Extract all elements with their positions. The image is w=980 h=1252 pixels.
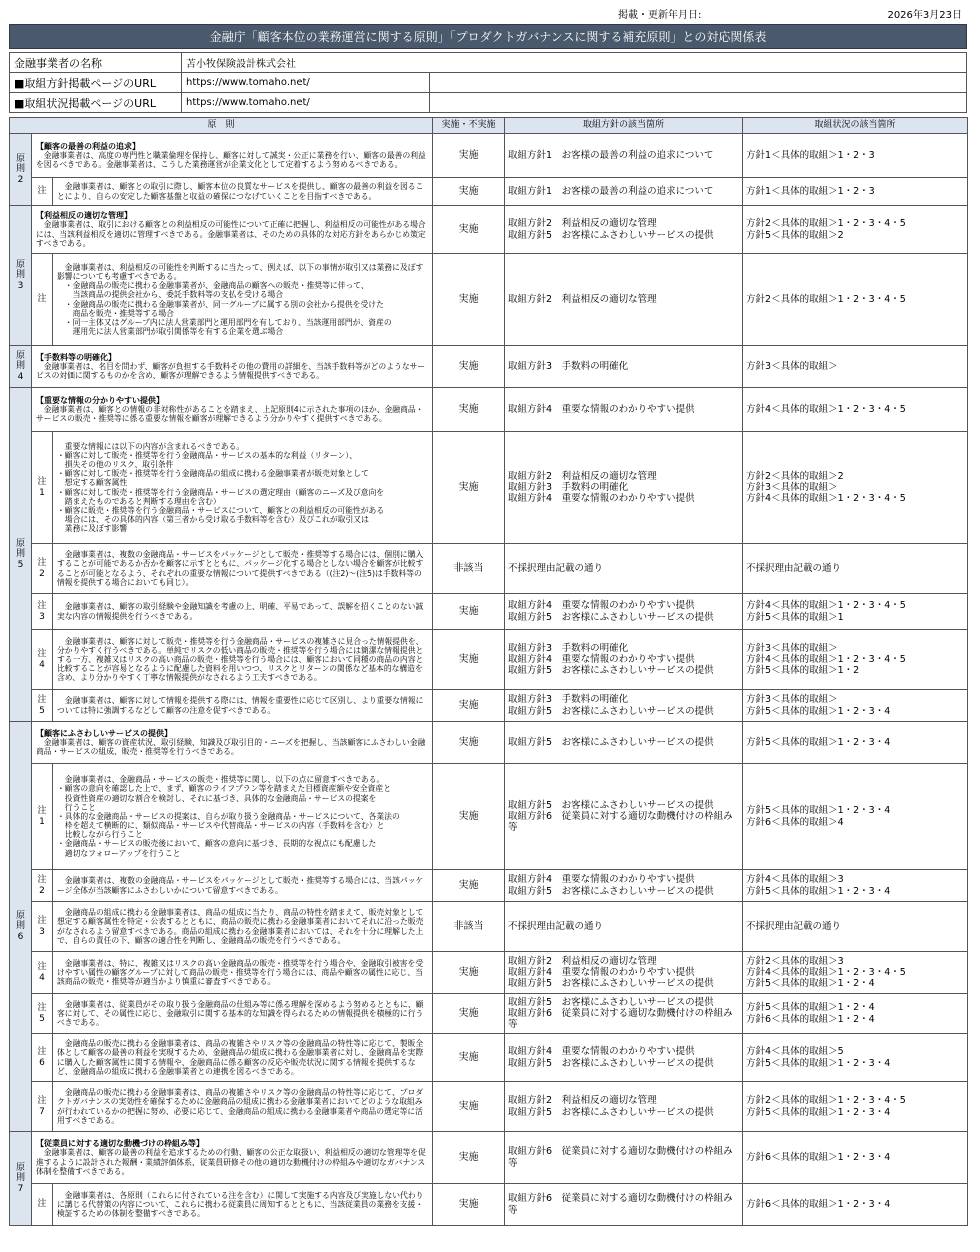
policy-reference: 取組方針2 利益相反の適切な管理 取組方針3 手数料の明確化 取組方針4 重要な情報のわかりやすい提供 [505,432,743,544]
policy-reference: 不採択理由記載の通り [505,902,743,952]
policy-url-link[interactable]: https://www.tomaho.net/ [182,73,430,93]
implementation-status: 実施 [433,432,505,544]
principle-text: 金融事業者は、顧客に対して情報を提供する際には、情報を重要性に応じて区別し、より重要な情報については特に強調するなどして顧客の注意を促すべきである。 [53,690,433,722]
implementation-status: 実施 [433,1184,505,1226]
policy-reference: 取組方針2 利益相反の適切な管理 [505,254,743,346]
table-row [10,346,968,388]
status-reference: 方針5＜具体的取組＞1・2・4 方針6＜具体的取組＞1・2・4 [743,994,968,1034]
status-reference: 方針5＜具体的取組＞1・2・3・4 [743,722,968,764]
policy-reference: 取組方針5 お客様にふさわしいサービスの提供 [505,722,743,764]
status-reference: 方針6＜具体的取組＞1・2・3・4 [743,1184,968,1226]
status-reference: 方針1＜具体的取組＞1・2・3 [743,178,968,206]
table-row [10,994,968,1034]
status-reference: 方針2＜具体的取組＞1・2・3・4・5 方針5＜具体的取組＞1・2・3・4 [743,1082,968,1132]
policy-reference: 取組方針4 重要な情報のわかりやすい提供 [505,388,743,432]
note-label: 注 2 [32,544,53,594]
principle-text: 金融商品の販売に携わる金融事業者は、商品の複雑さやリスク等の金融商品の特性等に応じて、プロダクトガバナンスの実効性を確保するために金融商品の組成に携わる金融事業者においてどのような取組みが行われているかの把握に努め、必要に応じて、金融商品の組成に携わる金融事業者や商品の選定等に活用すべきである。 [53,1082,433,1132]
status-reference: 方針2＜具体的取組＞1・2・3・4・5 [743,254,968,346]
status-reference: 方針3＜具体的取組＞ 方針4＜具体的取組＞1・2・3・4・5 方針5＜具体的取組＞1・2 [743,630,968,690]
status-reference: 方針4＜具体的取組＞1・2・3・4・5 方針5＜具体的取組＞1 [743,594,968,630]
principle-text: 【顧客にふさわしいサービスの提供】 金融事業者は、顧客の資産状況、取引経験、知識及び取引目的・ニーズを把握し、当該顧客にふさわしい金融商品・サービスの組成、販売・推奨等を行うべきである。 [32,722,433,764]
policy-reference: 取組方針3 手数料の明確化 取組方針4 重要な情報のわかりやすい提供 取組方針5 お客様にふさわしいサービスの提供 [505,630,743,690]
table-row [10,388,968,432]
table-row [10,594,968,630]
principle-group-label: 原 則 4 [10,346,32,388]
policy-reference: 取組方針6 従業員に対する適切な動機付けの枠組み等 [505,1184,743,1226]
principle-heading: 【利益相反の適切な管理】 [36,211,132,220]
table-row [10,630,968,690]
col-header-policy: 取組方針の該当箇所 [505,118,743,134]
status-reference: 方針3＜具体的取組＞ 方針5＜具体的取組＞1・2・3・4 [743,690,968,722]
table-row [10,690,968,722]
company-info-table [9,52,967,113]
status-reference: 不採択理由記載の通り [743,544,968,594]
status-reference: 方針2＜具体的取組＞1・2・3・4・5 方針5＜具体的取組＞2 [743,206,968,254]
principle-text: 金融事業者は、顧客の取引経験や金融知識を考慮の上、明確、平易であって、誤解を招くことのない誠実な内容の情報提供を行うべきである。 [53,594,433,630]
principle-heading: 【手数料等の明確化】 [36,352,116,362]
note-label: 注 1 [32,764,53,870]
correspondence-table [9,117,968,1226]
policy-reference: 取組方針1 お客様の最善の利益の追求について [505,178,743,206]
principle-text: 金融事業者は、複数の金融商品・サービスをパッケージとして販売・推奨等する場合には、個別に購入することが可能であるか否かを顧客に示すとともに、パッケージ化する場合としない場合を顧客が比較することが可能となるよう、それぞれの重要な情報について提供すべきである（(注2)～(注5)は手数料等の情報を提供する場合においても同じ）。 [53,544,433,594]
implementation-status: 実施 [433,206,505,254]
implementation-status: 実施 [433,388,505,432]
col-header-status: 実施・不実施 [433,118,505,134]
table-row [10,722,968,764]
note-label: 注 [32,254,53,346]
principle-text: 金融事業者は、顧客との取引に際し、顧客本位の良質なサービスを提供し、顧客の最善の利益を図ることにより、自らの安定した顧客基盤と収益の確保につなげていくことを目指すべきである。 [53,178,433,206]
implementation-status: 実施 [433,1132,505,1184]
table-row [10,870,968,902]
note-label: 注 7 [32,1082,53,1132]
policy-reference: 不採択理由記載の通り [505,544,743,594]
table-row [10,1082,968,1132]
table-row [10,254,968,346]
status-url-link[interactable]: https://www.tomaho.net/ [182,93,430,113]
principle-group-label: 原 則 3 [10,206,32,346]
principle-heading: 【重要な情報の分かりやすい提供】 [36,395,164,405]
status-reference: 方針2＜具体的取組＞2 方針3＜具体的取組＞ 方針4＜具体的取組＞1・2・3・4・5 [743,432,968,544]
col-header-principle: 原 則 [10,118,433,134]
status-reference: 方針4＜具体的取組＞1・2・3・4・5 [743,388,968,432]
implementation-status: 実施 [433,1082,505,1132]
table-row [10,1034,968,1082]
policy-reference: 取組方針3 手数料の明確化 取組方針5 お客様にふさわしいサービスの提供 [505,690,743,722]
principle-text: 金融事業者は、各原則（これらに付されている注を含む）に関して実施する内容及び実施しない代わりに講じる代替策の内容について、これらに携わる従業員に周知するとともに、当該従業員の業務を支援・検証するための体制を整備すべきである。 [53,1184,433,1226]
implementation-status: 実施 [433,178,505,206]
policy-reference: 取組方針2 利益相反の適切な管理 取組方針4 重要な情報のわかりやすい提供 取組方針5 お客様にふさわしいサービスの提供 [505,952,743,994]
note-label: 注 4 [32,630,53,690]
table-row [10,902,968,952]
policy-url-label: ■取組方針掲載ページのURL [10,73,182,93]
note-label: 注 3 [32,902,53,952]
principle-group-label: 原 則 6 [10,722,32,1132]
note-label: 注 4 [32,952,53,994]
principle-text: 金融商品の組成に携わる金融事業者は、商品の組成に当たり、商品の特性を踏まえて、販売対象として想定する顧客属性を特定・公表するとともに、商品の販売に携わる金融事業者においてそれに沿った販売がなされるよう留意すべきである。商品の組成に携わる金融事業者においては、それを十分に理解した上で、自らの責任の下、顧客の適合性を判断し、金融商品の販売を行うべきである。 [53,902,433,952]
principle-text: 【手数料等の明確化】 金融事業者は、名目を問わず、顧客が負担する手数料その他の費用の詳細を、当該手数料等がどのようなサービスの対価に関するものかを含め、顧客が理解できるよう情報提供すべきである。 [32,346,433,388]
principle-group-label: 原 則 5 [10,388,32,722]
principle-text: 重要な情報には以下の内容が含まれるべきである。 ・顧客に対して販売・推奨等を行う金融商品・サービスの基本的な利益（リターン）、 損失その他のリスク、取引条件 ・顧客に対して販売・推奨等を行う金融商品の組成に携わる金融事業者が販売対象として 想定する顧客属性 ・顧客に対して販売・推奨等を行う金融商品・サービスの選定理由（顧客のニーズ及び意向を 踏まえたものであると判断する理由を含む） ・顧客に販売・推奨等を行う金融商品・サービスについて、顧客との利益相反の可能性がある 場合には、その具体的内容（第三者から受け取る手数料等を含む）及びこれが取引又は 業務に及ぼす影響 [53,432,433,544]
status-reference: 方針5＜具体的取組＞1・2・3・4 方針6＜具体的取組＞4 [743,764,968,870]
status-reference: 方針2＜具体的取組＞3 方針4＜具体的取組＞1・2・3・4・5 方針5＜具体的取組＞1・2・4 [743,952,968,994]
policy-reference: 取組方針1 お客様の最善の利益の追求について [505,134,743,178]
update-date-value: 2026年3月23日 [887,10,962,21]
policy-reference: 取組方針3 手数料の明確化 [505,346,743,388]
principle-group-label: 原 則 7 [10,1132,32,1226]
status-reference: 方針4＜具体的取組＞3 方針5＜具体的取組＞1・2・3・4 [743,870,968,902]
policy-reference: 取組方針4 重要な情報のわかりやすい提供 取組方針5 お客様にふさわしいサービスの提供 [505,1034,743,1082]
implementation-status: 実施 [433,346,505,388]
implementation-status: 非該当 [433,544,505,594]
status-reference: 方針1＜具体的取組＞1・2・3 [743,134,968,178]
table-row [10,1132,968,1184]
page-title: 金融庁「顧客本位の業務運営に関する原則」「プロダクトガバナンスに関する補充原則」との対応関係表 [9,24,967,49]
policy-reference: 取組方針5 お客様にふさわしいサービスの提供 取組方針6 従業員に対する適切な動機付けの枠組み等 [505,764,743,870]
company-name-value: 苫小牧保険設計株式会社 [182,53,967,73]
note-label: 注 6 [32,1034,53,1082]
principle-text: 【顧客の最善の利益の追求】 金融事業者は、高度の専門性と職業倫理を保持し、顧客に対して誠実・公正に業務を行い、顧客の最善の利益を図るべきである。金融事業者は、こうした業務運営が企業文化として定着するよう努めるべきである。 [32,134,433,178]
principle-text: 金融事業者は、複数の金融商品・サービスをパッケージとして販売・推奨等する場合には、当該パッケージ全体が当該顧客にふさわしいかについて留意すべきである。 [53,870,433,902]
note-label: 注 5 [32,690,53,722]
principle-text: 【従業員に対する適切な動機づけの枠組み等】 金融事業者は、顧客の最善の利益を追求するための行動、顧客の公正な取扱い、利益相反の適切な管理等を促進するように設計された報酬・業績評価体系、従業員研修その他の適切な動機付けの枠組みや適切なガバナンス体制を整備すべきである。 [32,1132,433,1184]
policy-reference: 取組方針2 利益相反の適切な管理 取組方針5 お客様にふさわしいサービスの提供 [505,1082,743,1132]
status-reference: 方針3＜具体的取組＞ [743,346,968,388]
principle-group-label: 原 則 2 [10,134,32,206]
principle-text: 金融商品の販売に携わる金融事業者は、商品の複雑さやリスク等の金融商品の特性等に応じて、製販全体として顧客の最善の利益を実現するため、金融商品の組成に携わる金融事業者に対し、金融商品を実際に購入した顧客属性に関する情報や、金融商品に係る顧客の反応や販売状況に関する情報を提供するなど、金融商品の組成に携わる金融事業者との連携を図るべきである。 [53,1034,433,1082]
principle-heading: 【従業員に対する適切な動機づけの枠組み等】 [36,1139,204,1148]
principle-text: 金融事業者は、従業員がその取り扱う金融商品の仕組み等に係る理解を深めるよう努めるとともに、顧客に対して、その属性に応じ、金融取引に関する基本的な知識を得られるための情報提供を積極的に行うべきである。 [53,994,433,1034]
implementation-status: 実施 [433,952,505,994]
table-row [10,952,968,994]
table-row [10,432,968,544]
implementation-status: 実施 [433,690,505,722]
implementation-status: 実施 [433,254,505,346]
table-row [10,178,968,206]
implementation-status: 実施 [433,722,505,764]
table-header-row [10,118,968,134]
status-url-label: ■取組状況掲載ページのURL [10,93,182,113]
note-label: 注 1 [32,432,53,544]
table-row [10,764,968,870]
status-reference: 方針4＜具体的取組＞5 方針5＜具体的取組＞1・2・3・4 [743,1034,968,1082]
principle-text: 【利益相反の適切な管理】 金融事業者は、取引における顧客との利益相反の可能性について正確に把握し、利益相反の可能性がある場合には、当該利益相反を適切に管理すべきである。金融事業者は、そのための具体的な対応方針をあらかじめ策定すべきである。 [32,206,433,254]
update-date-label: 掲載・更新年月日: [618,10,702,21]
note-label: 注 [32,178,53,206]
table-row [10,206,968,254]
note-label: 注 5 [32,994,53,1034]
note-label: 注 2 [32,870,53,902]
principle-text: 金融事業者は、特に、複雑又はリスクの高い金融商品の販売・推奨等を行う場合や、金融取引被害を受けやすい属性の顧客グループに対して商品の販売・推奨等を行う場合には、商品や顧客の属性に応じ、当該商品の販売・推奨等が適当かより慎重に審査すべきである。 [53,952,433,994]
implementation-status: 実施 [433,870,505,902]
implementation-status: 実施 [433,1034,505,1082]
policy-reference: 取組方針6 従業員に対する適切な動機付けの枠組み等 [505,1132,743,1184]
principle-text: 【重要な情報の分かりやすい提供】 金融事業者は、顧客との情報の非対称性があることを踏まえ、上記原則4に示された事項のほか、金融商品・サービスの販売・推奨等に係る重要な情報を顧客が理解できるよう分かりやすく提供すべきである。 [32,388,433,432]
implementation-status: 実施 [433,630,505,690]
note-label: 注 3 [32,594,53,630]
policy-reference: 取組方針5 お客様にふさわしいサービスの提供 取組方針6 従業員に対する適切な動機付けの枠組み等 [505,994,743,1034]
table-row [10,134,968,178]
principle-heading: 【顧客にふさわしいサービスの提供】 [36,728,172,738]
principle-text: 金融事業者は、金融商品・サービスの販売・推奨等に関し、以下の点に留意すべきである。 ・顧客の意向を確認した上で、まず、顧客のライフプラン等を踏まえた目標資産額や安全資産と 投資性資産の適切な割合を検討し、それに基づき、具体的な金融商品・サービスの提案を 行うこと ・具体的な金融商品・サービスの提案は、自らが取り扱う金融商品・サービスについて、各業法の 枠を超えて横断的に、類似商品・サービスや代替商品・サービスの内容（手数料を含む）と 比較しながら行うこと ・金融商品・サービスの販売後において、顧客の意向に基づき、長期的な視点にも配慮した 適切なフォローアップを行うこと [53,764,433,870]
note-label: 注 [32,1184,53,1226]
table-row [10,1184,968,1226]
policy-reference: 取組方針4 重要な情報のわかりやすい提供 取組方針5 お客様にふさわしいサービスの提供 [505,594,743,630]
policy-reference: 取組方針2 利益相反の適切な管理 取組方針5 お客様にふさわしいサービスの提供 [505,206,743,254]
implementation-status: 実施 [433,134,505,178]
status-reference: 不採択理由記載の通り [743,902,968,952]
principle-text: 金融事業者は、利益相反の可能性を判断するに当たって、例えば、以下の事情が取引又は業務に及ぼす影響についても考慮すべきである。 ・金融商品の販売に携わる金融事業者が、金融商品の顧客への販売・推奨等に伴って、 当該商品の提供会社から、委託手数料等の支払を受ける場合 ・金融商品の販売に携わる金融事業者が、同一グループに属する別の会社から提供を受けた 商品を販売・推奨等する場合 ・同一主体又はグループ内に法人営業部門と運用部門を有しており、当該運用部門が、資産の 運用先に法人営業部門が取引関係等を有する企業を選ぶ場合 [53,254,433,346]
company-name-label: 金融事業者の名称 [10,53,182,73]
implementation-status: 実施 [433,764,505,870]
policy-reference: 取組方針4 重要な情報のわかりやすい提供 取組方針5 お客様にふさわしいサービスの提供 [505,870,743,902]
principle-text: 金融事業者は、顧客に対して販売・推奨等を行う金融商品・サービスの複雑さに見合った情報提供を、分かりやすく行うべきである。単純でリスクの低い商品の販売・推奨等を行う場合には簡潔な情報提供とする一方、複雑又はリスクの高い商品の販売・推奨等を行う場合には、顧客において同種の商品の内容と比較することが容易となるように配慮した資料を用いつつ、リスクとリターンの関係など基本的な構造を含め、より分かりやすく丁寧な情報提供がなされるよう工夫すべきである。 [53,630,433,690]
update-date-line [0,6,968,20]
principle-heading: 【顧客の最善の利益の追求】 [36,141,140,151]
implementation-status: 非該当 [433,902,505,952]
col-header-result: 取組状況の該当箇所 [743,118,968,134]
status-reference: 方針6＜具体的取組＞1・2・3・4 [743,1132,968,1184]
implementation-status: 実施 [433,994,505,1034]
implementation-status: 実施 [433,594,505,630]
table-row [10,544,968,594]
